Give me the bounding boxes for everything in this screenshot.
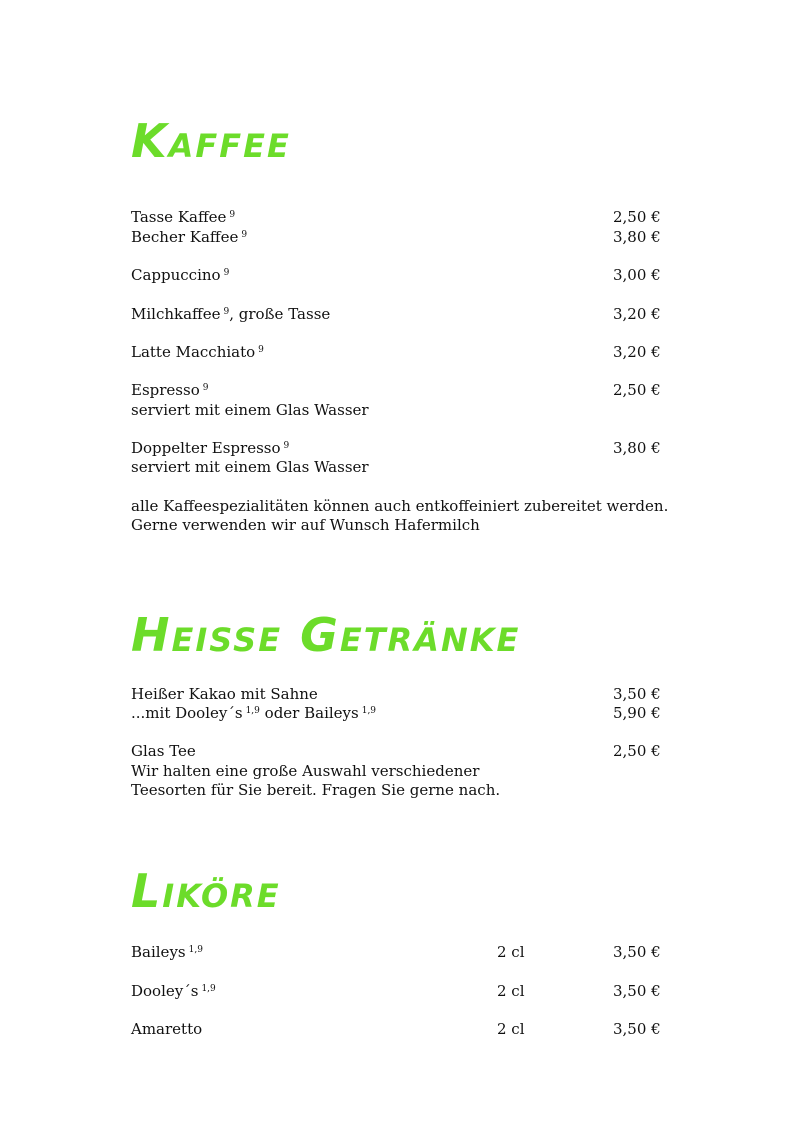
menu-item-quantity: 2 cl <box>497 943 525 961</box>
section-title-kaffee: Kaffee <box>131 114 291 168</box>
menu-item-price: 2,50 € <box>613 742 661 760</box>
menu-item-name: Amaretto <box>131 1020 203 1038</box>
menu-item-name: Baileys $^{1,9}$ <box>131 943 203 961</box>
menu-item-name: Espresso $^9$ <box>131 381 209 399</box>
menu-item-price: 3,50 € <box>613 685 661 703</box>
menu-item-name: Becher Kaffee $^9$ <box>131 228 248 246</box>
menu-item-name: Glas Tee <box>131 742 196 760</box>
menu-item-price: 3,00 € <box>613 266 661 284</box>
section-title-heisse-getraenke: Heisse Getränke <box>131 608 521 662</box>
menu-item-note: serviert mit einem Glas Wasser <box>131 401 369 419</box>
menu-item-price: 3,80 € <box>613 439 661 457</box>
menu-item-price: 3,20 € <box>613 343 661 361</box>
footnote: alle Kaffeespezialitäten können auch entkoffeiniert zubereitet werden. <box>131 497 669 515</box>
menu-item-price: 3,80 € <box>613 228 661 246</box>
menu-item-note: Wir halten eine große Auswahl verschiedener <box>131 762 480 780</box>
menu-item-name: Milchkaffee $^9$, große Tasse <box>131 305 331 323</box>
menu-item-quantity: 2 cl <box>497 1020 525 1038</box>
menu-item-price: 2,50 € <box>613 381 661 399</box>
menu-item-name: ...mit Dooley´s $^{1,9}$ oder Baileys $^{1,9}$ <box>131 704 377 722</box>
menu-item-price: 5,90 € <box>613 704 661 722</box>
menu-item-price: 3,50 € <box>613 943 661 961</box>
menu-item-note: serviert mit einem Glas Wasser <box>131 458 369 476</box>
menu-item-price: 3,20 € <box>613 305 661 323</box>
menu-item-price: 2,50 € <box>613 208 661 226</box>
menu-item-price: 3,50 € <box>613 1020 661 1038</box>
menu-item-name: Cappuccino $^9$ <box>131 266 230 284</box>
menu-item-name: Doppelter Espresso $^9$ <box>131 439 290 457</box>
section-title-likoere: Liköre <box>131 864 281 918</box>
footnote: Gerne verwenden wir auf Wunsch Hafermilch <box>131 516 480 534</box>
menu-item-price: 3,50 € <box>613 982 661 1000</box>
menu-item-name: Latte Macchiato $^9$ <box>131 343 264 361</box>
menu-item-name: Heißer Kakao mit Sahne <box>131 685 318 703</box>
menu-item-quantity: 2 cl <box>497 982 525 1000</box>
menu-item-note: Teesorten für Sie bereit. Fragen Sie gerne nach. <box>131 781 501 799</box>
menu-item-name: Dooley´s $^{1,9}$ <box>131 982 216 1000</box>
menu-item-name: Tasse Kaffee $^9$ <box>131 208 236 226</box>
